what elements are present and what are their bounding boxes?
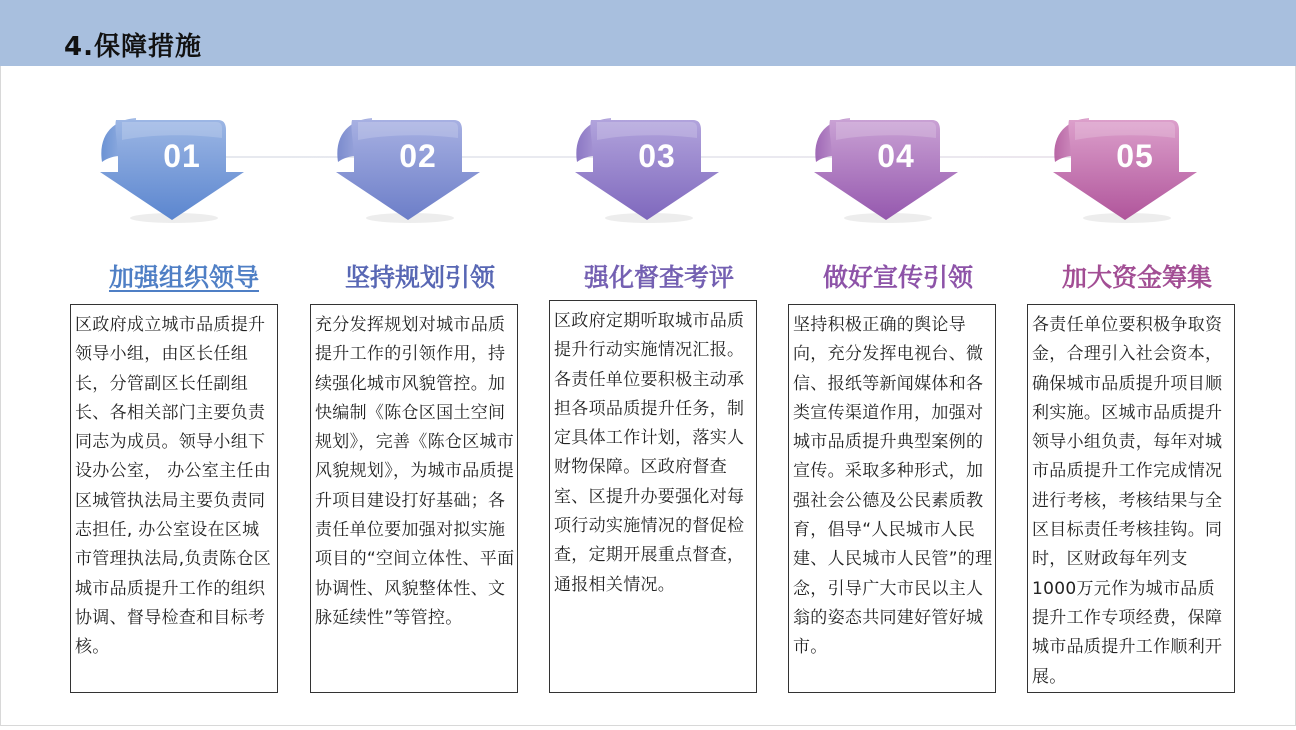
step-column-3	[549, 114, 769, 704]
step-badge-1	[92, 114, 252, 226]
step-number: 03	[638, 138, 676, 174]
step-badge-5	[1045, 114, 1205, 226]
step-column-2	[310, 114, 530, 704]
step-title: 做好宣传引领	[822, 263, 973, 292]
page-title: 4.保障措施	[64, 32, 202, 62]
step-number: 05	[1116, 138, 1154, 174]
step-number: 01	[163, 138, 201, 174]
step-title: 坚持规划引领	[344, 263, 495, 292]
step-description: 充分发挥规划对城市品质提升工作的引领作用，持续强化城市风貌管控。加快编制《陈仓区国土空间规划》，完善《陈仓区城市风貌规划》，为城市品质提升项目建设打好基础；各责任单位要加强对拟实施项目的“空间立体性、平面协调性、风貌整体性、文脉延续性”等管控。	[310, 304, 518, 693]
step-number: 02	[399, 138, 437, 174]
step-description: 坚持积极正确的舆论导向，充分发挥电视台、微信、报纸等新闻媒体和各类宣传渠道作用，加强对城市品质提升典型案例的宣传。采取多种形式，加强社会公德及公民素质教育，倡导“人民城市人民建、人民城市人民管”的理念，引导广大市民以主人翁的姿态共同建好管好城市。	[788, 304, 996, 693]
step-column-1	[74, 114, 294, 704]
step-description: 各责任单位要积极争取资金，合理引入社会资本，确保城市品质提升项目顺利实施。区城市品质提升领导小组负责，每年对城市品质提升工作完成情况进行考核，考核结果与全区目标责任考核挂钩。同时，区财政每年列支1000万元作为城市品质提升工作专项经费，保障城市品质提升工作顺利开展。	[1027, 304, 1235, 693]
step-badge-2	[328, 114, 488, 226]
step-badge-3	[567, 114, 727, 226]
step-description: 区政府成立城市品质提升领导小组，由区长任组长，分管副区长任副组长、各相关部门主要负责同志为成员。领导小组下设办公室， 办公室主任由区城管执法局主要负责同志担任, 办公室设在区城市管理执法局,负责陈仓区城市品质提升工作的组织协调、督导检查和目标考核。	[70, 304, 278, 693]
step-column-5	[1027, 114, 1247, 704]
step-title: 加强组织领导	[108, 263, 259, 292]
step-title: 加大资金筹集	[1061, 263, 1212, 292]
step-column-4	[788, 114, 1008, 704]
step-number: 04	[877, 138, 915, 174]
step-title: 强化督查考评	[583, 263, 734, 292]
step-description: 区政府定期听取城市品质提升行动实施情况汇报。各责任单位要积极主动承担各项品质提升任务，制定具体工作计划，落实人财物保障。区政府督查室、区提升办要强化对每项行动实施情况的督促检查，定期开展重点督查，通报相关情况。	[549, 300, 757, 693]
step-badge-4	[806, 114, 966, 226]
